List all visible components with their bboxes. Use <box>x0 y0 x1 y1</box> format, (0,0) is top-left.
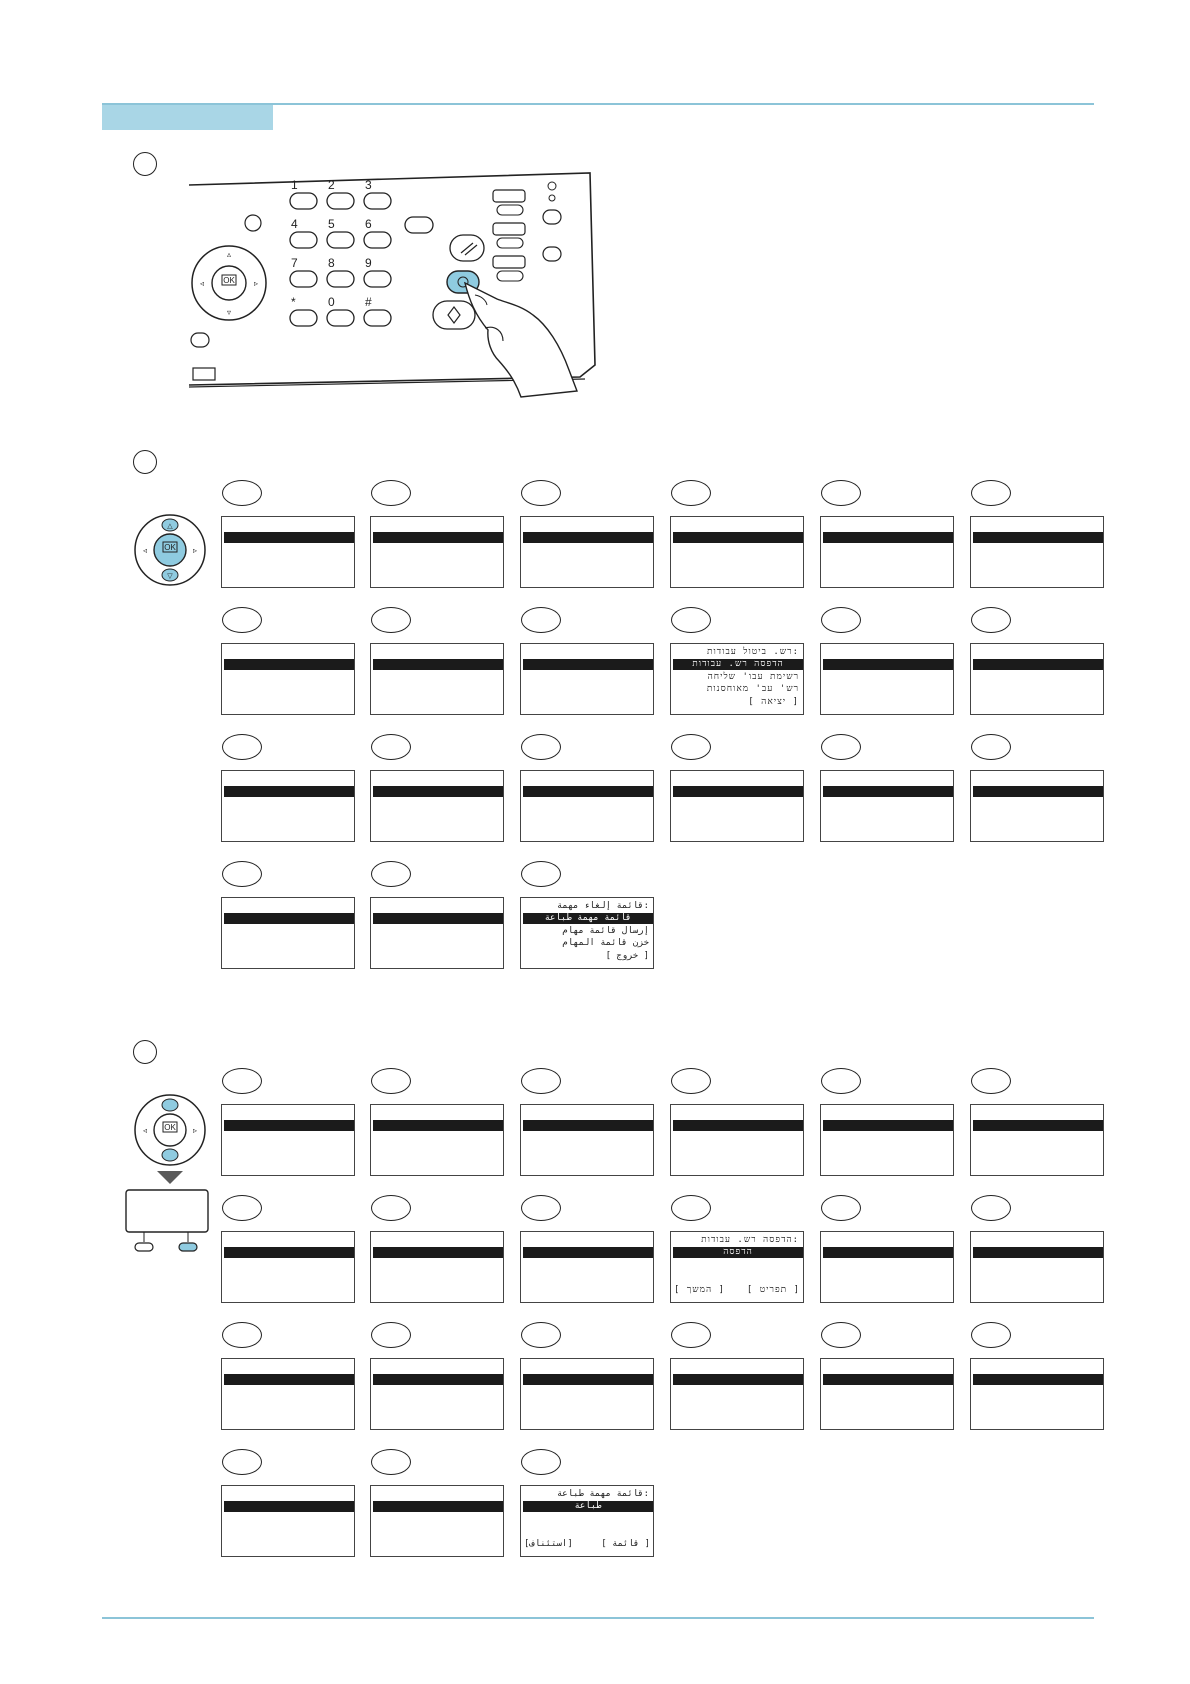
lcd-screen <box>820 1358 954 1430</box>
screen-highlight-bar <box>224 786 354 797</box>
keypad-key-label: 5 <box>328 217 335 231</box>
keypad-key-label: # <box>365 295 372 309</box>
svg-text:◃: ◃ <box>142 1126 148 1135</box>
lcd-screen <box>370 770 504 842</box>
language-badge <box>521 1195 561 1221</box>
screen-menu-item: خزن قائمة المهام <box>562 938 649 948</box>
language-badge <box>671 1322 711 1348</box>
lcd-screen <box>970 1231 1104 1303</box>
screen-menu-item: רשימת עבו' שליחה <box>707 672 799 682</box>
screen-highlight-bar <box>373 786 503 797</box>
svg-text:△: △ <box>167 523 173 530</box>
lcd-screen <box>670 770 804 842</box>
screen-highlight-bar <box>823 1374 953 1385</box>
step-marker-c <box>133 1040 157 1064</box>
language-badge <box>222 1322 262 1348</box>
screen-highlight-bar <box>823 786 953 797</box>
screen-title: قائمة مهمة طباعة: <box>556 1489 649 1499</box>
language-badge <box>821 480 861 506</box>
reset-key[interactable] <box>450 235 484 261</box>
navigation-pad[interactable] <box>192 246 266 320</box>
lcd-screen <box>370 516 504 588</box>
screen-highlight-bar <box>673 1374 803 1385</box>
language-badge <box>222 607 262 633</box>
keypad-key[interactable] <box>290 310 317 326</box>
language-badge <box>222 480 262 506</box>
ok-key-label: OK <box>223 276 235 285</box>
screen-highlight-bar <box>373 913 503 924</box>
svg-text:▿: ▿ <box>226 308 232 317</box>
lcd-screen <box>520 516 654 588</box>
svg-text:▵: ▵ <box>226 250 232 259</box>
screen-menu-item: إرسال قائمة مهام <box>562 926 649 936</box>
keypad-key-label: 9 <box>365 256 372 270</box>
softkey-right-label: [ תפריט ] <box>746 1285 800 1295</box>
language-badge <box>971 1322 1011 1348</box>
lcd-screen <box>670 1104 804 1176</box>
language-badge <box>971 734 1011 760</box>
lcd-screen <box>221 897 355 969</box>
svg-text:▹: ▹ <box>253 279 259 288</box>
lcd-screen <box>670 643 804 715</box>
softkey-label: [ خروج ] <box>605 951 649 961</box>
step-marker-a <box>133 152 157 176</box>
softkey-left-label: [استئناف] <box>524 1539 573 1549</box>
softkey-left-label: [ המשך ] <box>674 1285 725 1295</box>
language-badge <box>821 1195 861 1221</box>
screen-highlight-bar <box>823 1247 953 1258</box>
keypad-key-label: 3 <box>365 178 372 192</box>
softkey-right-label: [ قائمة ] <box>601 1539 650 1549</box>
screen-highlight-bar <box>523 1374 653 1385</box>
lcd-screen <box>820 643 954 715</box>
lcd-screen <box>670 1231 804 1303</box>
lcd-screen <box>820 770 954 842</box>
lcd-screen <box>520 1104 654 1176</box>
screen-highlight-bar <box>973 532 1103 543</box>
lcd-screen <box>370 897 504 969</box>
lcd-screen <box>520 1231 654 1303</box>
language-badge <box>222 734 262 760</box>
ok-key-label-c: OK <box>164 1123 176 1132</box>
back-icon[interactable] <box>245 215 261 231</box>
keypad-key-label: 8 <box>328 256 335 270</box>
screen-highlight-bar <box>224 1374 354 1385</box>
screen-highlight-bar <box>523 786 653 797</box>
pointing-hand <box>465 283 577 397</box>
screen-highlight-bar <box>823 1120 953 1131</box>
screen-highlight-bar <box>973 1247 1103 1258</box>
keypad-key[interactable] <box>290 193 317 209</box>
screen-title: רש. ביטול עבודות: <box>707 647 799 657</box>
language-badge <box>671 1068 711 1094</box>
lcd-screen <box>970 516 1104 588</box>
keypad-key-label: 6 <box>365 217 372 231</box>
language-badge <box>521 734 561 760</box>
screen-highlight-bar <box>373 532 503 543</box>
navigation-pad-b <box>132 512 208 588</box>
language-badge <box>521 480 561 506</box>
keypad-key-label: 4 <box>291 217 298 231</box>
language-badge <box>371 734 411 760</box>
keypad-key[interactable] <box>364 193 391 209</box>
control-panel-illustration <box>185 165 605 405</box>
lcd-screen <box>221 516 355 588</box>
lcd-screen <box>970 770 1104 842</box>
lcd-screen <box>221 1104 355 1176</box>
language-badge <box>521 1068 561 1094</box>
svg-text:▽: ▽ <box>167 573 173 580</box>
softkey-label: [ יציאה ] <box>748 697 799 707</box>
header-tab <box>102 104 273 130</box>
lcd-screen <box>370 1358 504 1430</box>
screen-highlight-bar <box>673 1120 803 1131</box>
ok-key-label-b: OK <box>164 543 176 552</box>
screen-highlighted-item: הדפסה <box>673 1247 803 1258</box>
lcd-screen <box>670 516 804 588</box>
language-badge <box>971 1068 1011 1094</box>
svg-text:◃: ◃ <box>199 279 205 288</box>
screen-highlight-bar <box>373 1501 503 1512</box>
language-badge <box>521 607 561 633</box>
screen-title: قائمة إلغاء مهمة: <box>556 901 649 911</box>
screen-highlight-bar <box>224 659 354 670</box>
keypad-key-label: 2 <box>328 178 335 192</box>
down-arrow-icon <box>157 1171 183 1185</box>
function-keys[interactable] <box>493 182 561 281</box>
screen-highlight-bar <box>224 1120 354 1131</box>
lcd-screen <box>221 1485 355 1557</box>
lcd-screen <box>970 1104 1104 1176</box>
keypad-key[interactable] <box>364 271 391 287</box>
language-badge <box>821 734 861 760</box>
lcd-screen <box>221 1358 355 1430</box>
keypad-key[interactable] <box>364 310 391 326</box>
keypad-key-label: 0 <box>328 295 335 309</box>
keypad-key-label: * <box>291 295 296 309</box>
lcd-screen <box>520 1485 654 1557</box>
start-key[interactable] <box>433 301 475 329</box>
language-badge <box>671 480 711 506</box>
screen-highlight-bar <box>823 659 953 670</box>
keypad-key[interactable] <box>364 232 391 248</box>
screen-highlight-bar <box>373 1120 503 1131</box>
lcd-screen <box>520 643 654 715</box>
language-badge <box>821 607 861 633</box>
screen-highlight-bar <box>523 1247 653 1258</box>
lcd-screen <box>370 1231 504 1303</box>
svg-text:▹: ▹ <box>192 546 198 555</box>
keypad-key[interactable] <box>290 232 317 248</box>
screen-highlight-bar <box>973 659 1103 670</box>
language-badge <box>222 861 262 887</box>
language-badge <box>222 1068 262 1094</box>
svg-text:▹: ▹ <box>192 1126 198 1135</box>
language-badge <box>521 861 561 887</box>
keypad-key[interactable] <box>327 232 354 248</box>
language-badge <box>371 1322 411 1348</box>
screen-highlighted-item: قائمة مهمة طباعة <box>523 913 653 924</box>
language-badge <box>521 1322 561 1348</box>
language-badge <box>371 861 411 887</box>
keypad-key[interactable] <box>327 271 354 287</box>
lcd-screen <box>370 1104 504 1176</box>
language-badge <box>821 1068 861 1094</box>
lcd-screen <box>221 643 355 715</box>
lcd-screen <box>820 1104 954 1176</box>
keypad-key-label: 7 <box>291 256 298 270</box>
language-badge <box>971 480 1011 506</box>
keypad-key[interactable] <box>290 271 317 287</box>
lcd-screen <box>520 1358 654 1430</box>
screen-highlight-bar <box>373 659 503 670</box>
language-badge <box>821 1322 861 1348</box>
language-badge <box>222 1449 262 1475</box>
language-badge <box>671 607 711 633</box>
language-badge <box>371 480 411 506</box>
screen-highlight-bar <box>973 786 1103 797</box>
lcd-screen <box>820 516 954 588</box>
screen-title: הדפסה רש. עבודות: <box>701 1235 799 1245</box>
step-marker-b <box>133 450 157 474</box>
lcd-screen <box>221 770 355 842</box>
language-badge <box>521 1449 561 1475</box>
screen-highlight-bar <box>523 659 653 670</box>
screen-highlight-bar <box>673 786 803 797</box>
screen-highlight-bar <box>224 1501 354 1512</box>
language-badge <box>371 1068 411 1094</box>
screen-highlight-bar <box>673 532 803 543</box>
language-badge <box>371 1195 411 1221</box>
language-badge <box>371 1449 411 1475</box>
display-softkeys-icon <box>124 1189 210 1259</box>
softkey-row <box>674 1285 800 1297</box>
navigation-pad-c <box>132 1092 208 1168</box>
lcd-screen <box>520 897 654 969</box>
lcd-screen <box>370 1485 504 1557</box>
screen-highlight-bar <box>373 1374 503 1385</box>
keypad-key[interactable] <box>327 310 354 326</box>
numeric-keypad[interactable] <box>290 178 433 326</box>
lcd-screen <box>221 1231 355 1303</box>
screen-highlight-bar <box>973 1120 1103 1131</box>
screen-highlight-bar <box>973 1374 1103 1385</box>
lcd-screen <box>820 1231 954 1303</box>
screen-highlighted-item: הדפסה רש. עבודות <box>673 659 803 670</box>
screen-menu-item: רש' עב' מאוחסנות <box>706 684 799 694</box>
language-badge <box>671 1195 711 1221</box>
lcd-screen <box>520 770 654 842</box>
screen-highlight-bar <box>224 532 354 543</box>
lcd-screen <box>970 643 1104 715</box>
screen-highlight-bar <box>523 1120 653 1131</box>
screen-highlight-bar <box>224 1247 354 1258</box>
language-badge <box>671 734 711 760</box>
language-badge <box>371 607 411 633</box>
language-badge <box>971 607 1011 633</box>
screen-highlight-bar <box>373 1247 503 1258</box>
svg-text:◃: ◃ <box>142 546 148 555</box>
softkey-row <box>524 1539 650 1551</box>
language-badge <box>222 1195 262 1221</box>
footer-rule <box>102 1617 1094 1619</box>
screen-highlight-bar <box>823 532 953 543</box>
lcd-screen <box>670 1358 804 1430</box>
screen-highlighted-item: طباعة <box>523 1501 653 1512</box>
header-rule <box>102 103 1094 105</box>
lcd-screen <box>970 1358 1104 1430</box>
screen-highlight-bar <box>523 532 653 543</box>
keypad-key[interactable] <box>327 193 354 209</box>
language-badge <box>971 1195 1011 1221</box>
lcd-screen <box>370 643 504 715</box>
screen-highlight-bar <box>224 913 354 924</box>
keypad-key-label: 1 <box>291 178 298 192</box>
